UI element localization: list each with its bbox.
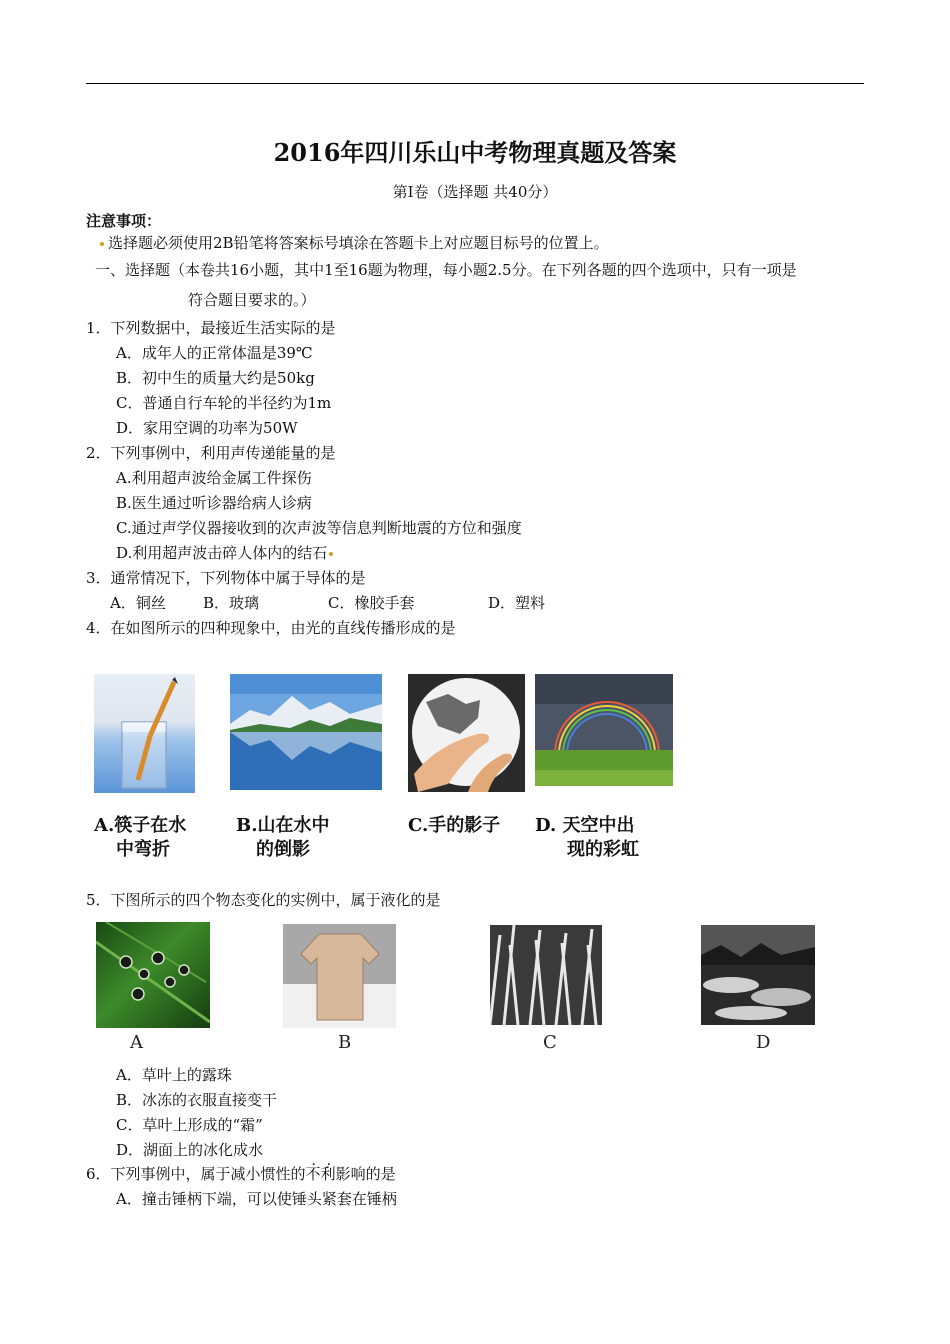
page-subtitle: 第Ⅰ卷（选择题 共40分） bbox=[392, 183, 558, 201]
q4-caption-c: C.手的影子 bbox=[408, 815, 501, 836]
q4-caption-a: A.筷子在水 中弯折 bbox=[94, 815, 187, 860]
page-title: 2016年四川乐山中考物理真题及答案 bbox=[273, 138, 677, 167]
q5-option-b: B．冰冻的衣服直接变干 bbox=[116, 1091, 278, 1109]
q5-image-frozen-clothes bbox=[283, 924, 396, 1028]
q5-option-c: C．草叶上形成的“霜” bbox=[116, 1116, 263, 1134]
q4-caption-d: D. 天空中出 现的彩虹 bbox=[535, 815, 639, 860]
q4-image-hand-shadow bbox=[408, 674, 525, 792]
q4-image-mountain-reflection bbox=[230, 674, 382, 790]
q1-option-d: D．家用空调的功率为50W bbox=[116, 419, 298, 437]
q4-stem: 4．在如图所示的四种现象中，由光的直线传播形成的是 bbox=[86, 619, 456, 637]
q3-option-b: B．玻璃 bbox=[203, 594, 260, 612]
q5-image-dew-on-leaf bbox=[96, 922, 210, 1028]
q4-image-pencil-in-water bbox=[94, 674, 195, 793]
q1-option-c: C．普通自行车轮的半径约为1m bbox=[116, 394, 332, 412]
q5-image-frost-grass bbox=[490, 925, 602, 1025]
q5-letter-a: A bbox=[130, 1032, 143, 1053]
q2-option-b: B.医生通过听诊器给病人诊病 bbox=[116, 494, 312, 512]
q5-image-melting-ice bbox=[701, 925, 815, 1025]
q2-option-d: D.利用超声波击碎人体内的结石 bbox=[116, 543, 337, 563]
q5-option-d: D．湖面上的冰化成水 bbox=[116, 1141, 264, 1159]
section-heading-line2: 符合题目要求的。） bbox=[188, 291, 316, 309]
q4-image-rainbow bbox=[535, 674, 673, 786]
q5-stem: 5．下图所示的四个物态变化的实例中，属于液化的是 bbox=[86, 891, 441, 909]
q6-stem: 6．下列事例中，属于减小惯性的不利影响的是 bbox=[86, 1165, 396, 1183]
bullet-icon bbox=[100, 242, 104, 246]
q1-option-a: A．成年人的正常体温是39℃ bbox=[116, 344, 313, 362]
q3-stem: 3．通常情况下，下列物体中属于导体的是 bbox=[86, 569, 366, 587]
q2-option-a: A.利用超声波给金属工件探伤 bbox=[116, 469, 312, 487]
q3-option-c: C．橡胶手套 bbox=[328, 594, 415, 612]
q2-option-c: C.通过声学仪器接收到的次声波等信息判断地震的方位和强度 bbox=[116, 519, 522, 537]
q5-letter-d: D bbox=[756, 1032, 771, 1053]
q6-option-a: A．撞击锤柄下端，可以使锤头紧套在锤柄 bbox=[116, 1190, 397, 1208]
header-rule bbox=[86, 83, 864, 84]
q5-letter-c: C bbox=[543, 1032, 557, 1053]
q5-option-a: A．草叶上的露珠 bbox=[116, 1066, 232, 1084]
q2-stem: 2．下列事例中，利用声传递能量的是 bbox=[86, 444, 336, 462]
section-heading-line1: 一、选择题（本卷共16小题，其中1至16题为物理，每小题2.5分。在下列各题的四个选项中，只有一项是 bbox=[95, 261, 797, 279]
q3-option-a: A．铜丝 bbox=[110, 594, 166, 612]
dot-icon bbox=[329, 552, 333, 556]
notes-heading: 注意事项： bbox=[86, 212, 162, 230]
q1-stem: 1．下列数据中，最接近生活实际的是 bbox=[86, 319, 336, 337]
q3-option-d: D．塑料 bbox=[488, 594, 546, 612]
q1-option-b: B．初中生的质量大约是50kg bbox=[116, 369, 315, 387]
q4-caption-b: B.山在水中 的倒影 bbox=[236, 815, 330, 860]
notes-line: 选择题必须使用2B铅笔将答案标号填涂在答题卡上对应题目标号的位置上。 bbox=[100, 233, 609, 253]
q5-letter-b: B bbox=[338, 1032, 352, 1053]
